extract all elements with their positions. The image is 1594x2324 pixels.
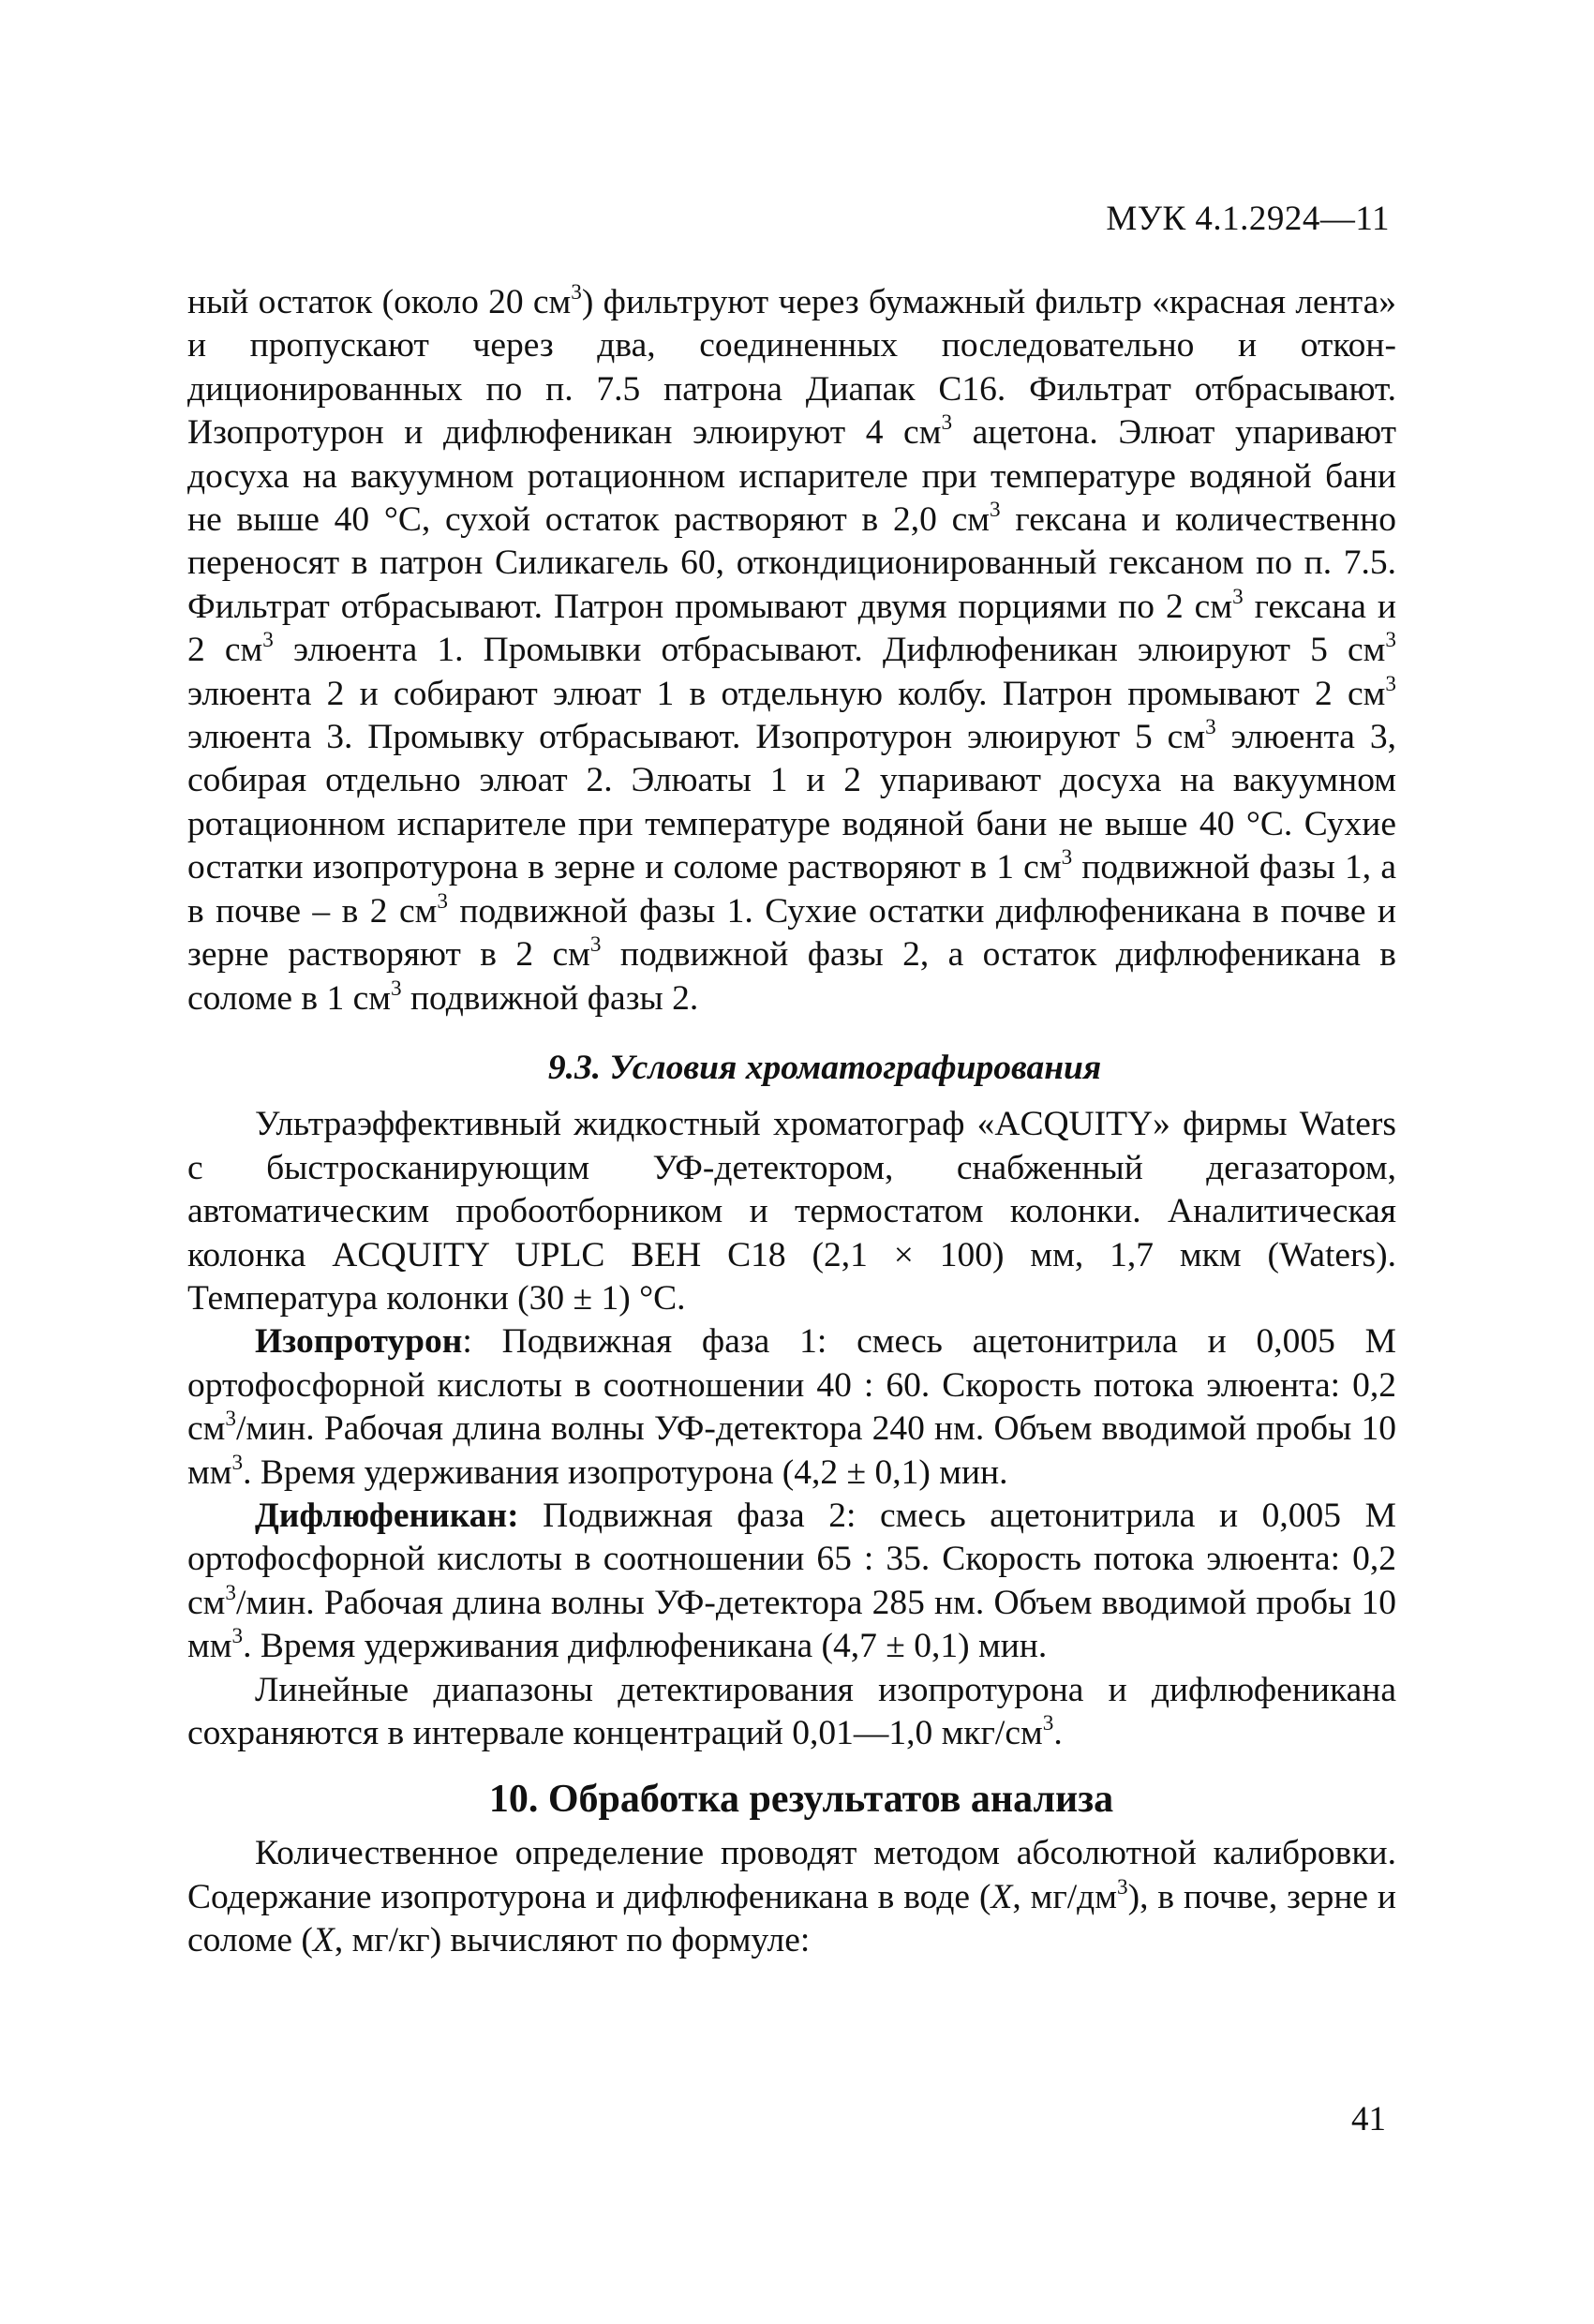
section-10-heading: 10. Обработка результатов анализа — [488, 1778, 1114, 1822]
lead-term-diflufenican: Дифлюфеникан: — [255, 1496, 519, 1535]
superscript: 3 — [390, 976, 402, 1001]
text-run: /мин. Рабочая длина волны УФ-детектора 285 нм. Объем вводимой пробы 10 мм — [187, 1583, 1396, 1666]
paragraph-extraction-continued — [187, 281, 1396, 1020]
text-run: /мин. Рабочая длина волны УФ-детектора 240 нм. Объем вводимой пробы 10 мм — [187, 1409, 1396, 1492]
text-run: ) фильтруют через бумажный фильтр «красная лента» и пропускают через два, соединенных последовательно и откондиционированных по п. 7.5 патрона Диапак С16. Фильтрат отбрасывают. Изопротурон и дифлюфеникан элюируют 4 см — [187, 283, 1396, 453]
text-run: гексана и 2 см — [187, 587, 1397, 670]
text-run: гексана и количественно переносят в патрон Силикагель 60, откондиционированный гексаном по п. 7.5. Фильтрат отбрасывают. Патрон промывают двумя порциями по 2 см — [187, 500, 1396, 626]
text-run: подвижной фазы 2, а остаток дифлюфеникана в соломе в 1 см — [187, 935, 1396, 1018]
superscript: 3 — [1385, 671, 1396, 696]
superscript: 3 — [989, 497, 1001, 522]
text-run: . Время удерживания дифлюфеникана (4,7 ± 0,1) мин. — [243, 1627, 1048, 1666]
text-run: ), в почве, зерне и соломе ( — [187, 1877, 1396, 1960]
text-run: . — [1053, 1714, 1063, 1752]
text-run: элюента 1. Промывки отбрасывают. Дифлюфеникан элюируют 5 см — [273, 631, 1386, 670]
text-run: Подвижная фаза 2: смесь ацетонитрила и 0,005 М ортофосфорной кислоты в соотношении 65 : 35. Скорость потока элюента: 0,2 см — [187, 1496, 1396, 1622]
superscript: 3 — [1042, 1710, 1054, 1736]
variable-x: X — [312, 1921, 335, 1960]
text-run: , мг/кг) вычисляют по формуле: — [334, 1921, 811, 1960]
text-run: элюента 2 и собирают элюат 1 в отдельную колбу. Патрон промывают 2 см — [187, 674, 1386, 713]
superscript: 3 — [1061, 845, 1073, 871]
superscript: 3 — [571, 279, 582, 305]
superscript: 3 — [1117, 1874, 1128, 1899]
section-9-3-heading: 9.3. Условия хроматографирования — [547, 1048, 1102, 1087]
document-code-header: МУК 4.1.2924—11 — [1106, 200, 1390, 238]
superscript: 3 — [437, 888, 448, 914]
text-run: подвижной фазы 1. Сухие остатки дифлюфеникана в почве и зерне растворяют в 2 см — [187, 891, 1396, 975]
lead-term-isoproturon: Изопротурон — [255, 1322, 463, 1362]
paragraph-isoproturon-conditions — [187, 1320, 1396, 1495]
superscript: 3 — [589, 931, 602, 957]
text-run: , мг/дм — [1012, 1877, 1117, 1916]
superscript: 3 — [225, 1407, 236, 1432]
text-run: ный остаток (около 20 см — [187, 283, 572, 321]
superscript: 3 — [1205, 714, 1216, 739]
superscript: 3 — [231, 1624, 244, 1649]
paragraph-linear-ranges — [187, 1669, 1396, 1756]
text-run: : Подвижная фаза 1: смесь ацетонитрила и 0,005 М ортофосфорной кислоты в соотношении 40 : 60. Скорость потока элюента: 0,2 см — [187, 1322, 1396, 1449]
superscript: 3 — [941, 410, 953, 436]
text-run: Линейные диапазоны детектирования изопротурона и дифлюфеникана сохраняются в интервале концентраций 0,01—1,0 мкг/см — [187, 1670, 1396, 1752]
superscript: 3 — [262, 628, 274, 653]
page-body — [187, 281, 1396, 1963]
superscript: 3 — [231, 1450, 244, 1475]
text-run: Количественное определение проводят методом абсолютной калибровки. Содержание изопротурона и дифлюфеникана в воде ( — [187, 1834, 1396, 1916]
paragraph-chromatograph: Ультраэффективный жидкостный хроматограф «ACQUITY» фирмы Waters с быстросканирующим УФ-детектором, снабженный дегазатором, автоматическим пробоотборником и термостатом колонки. Аналитическая колонка ACQUITY UPLC BEH C18 (2,1 × 100) мм, 1,7 мкм (Waters). Температура колонки (30 ± 1) °С. — [187, 1105, 1396, 1318]
text-run: элюента 3. Промывку отбрасывают. Изопротурон элюируют 5 см — [187, 718, 1206, 757]
text-run: подвижной фазы 2. — [401, 978, 699, 1018]
variable-x: X — [991, 1877, 1013, 1916]
page-number: 41 — [1351, 2100, 1386, 2138]
paragraph-quantification — [187, 1832, 1396, 1962]
superscript: 3 — [225, 1580, 236, 1605]
superscript: 3 — [1385, 628, 1397, 653]
text-run: . Время удерживания изопротурона (4,2 ± 0,1) мин. — [243, 1452, 1008, 1492]
paragraph-diflufenican-conditions — [187, 1495, 1396, 1669]
superscript: 3 — [1232, 584, 1244, 609]
text-run: ацетона. Элюат упаривают досуха на вакуумном ротационном испарителе при температуре водяной бани не выше 40 °С, сухой остаток растворяют в 2,0 см — [187, 413, 1397, 540]
text-run: подвижной фазы 1, а в почве – в 2 см — [187, 848, 1397, 931]
text-run: элюента 3, собирая отдельно элюат 2. Элюаты 1 и 2 упаривают досуха на вакуумном ротационном испарителе при температуре водяной бани не выше 40 °С. Сухие остатки изопротурона в зерне и соломе растворяют в 1 см — [187, 718, 1396, 887]
